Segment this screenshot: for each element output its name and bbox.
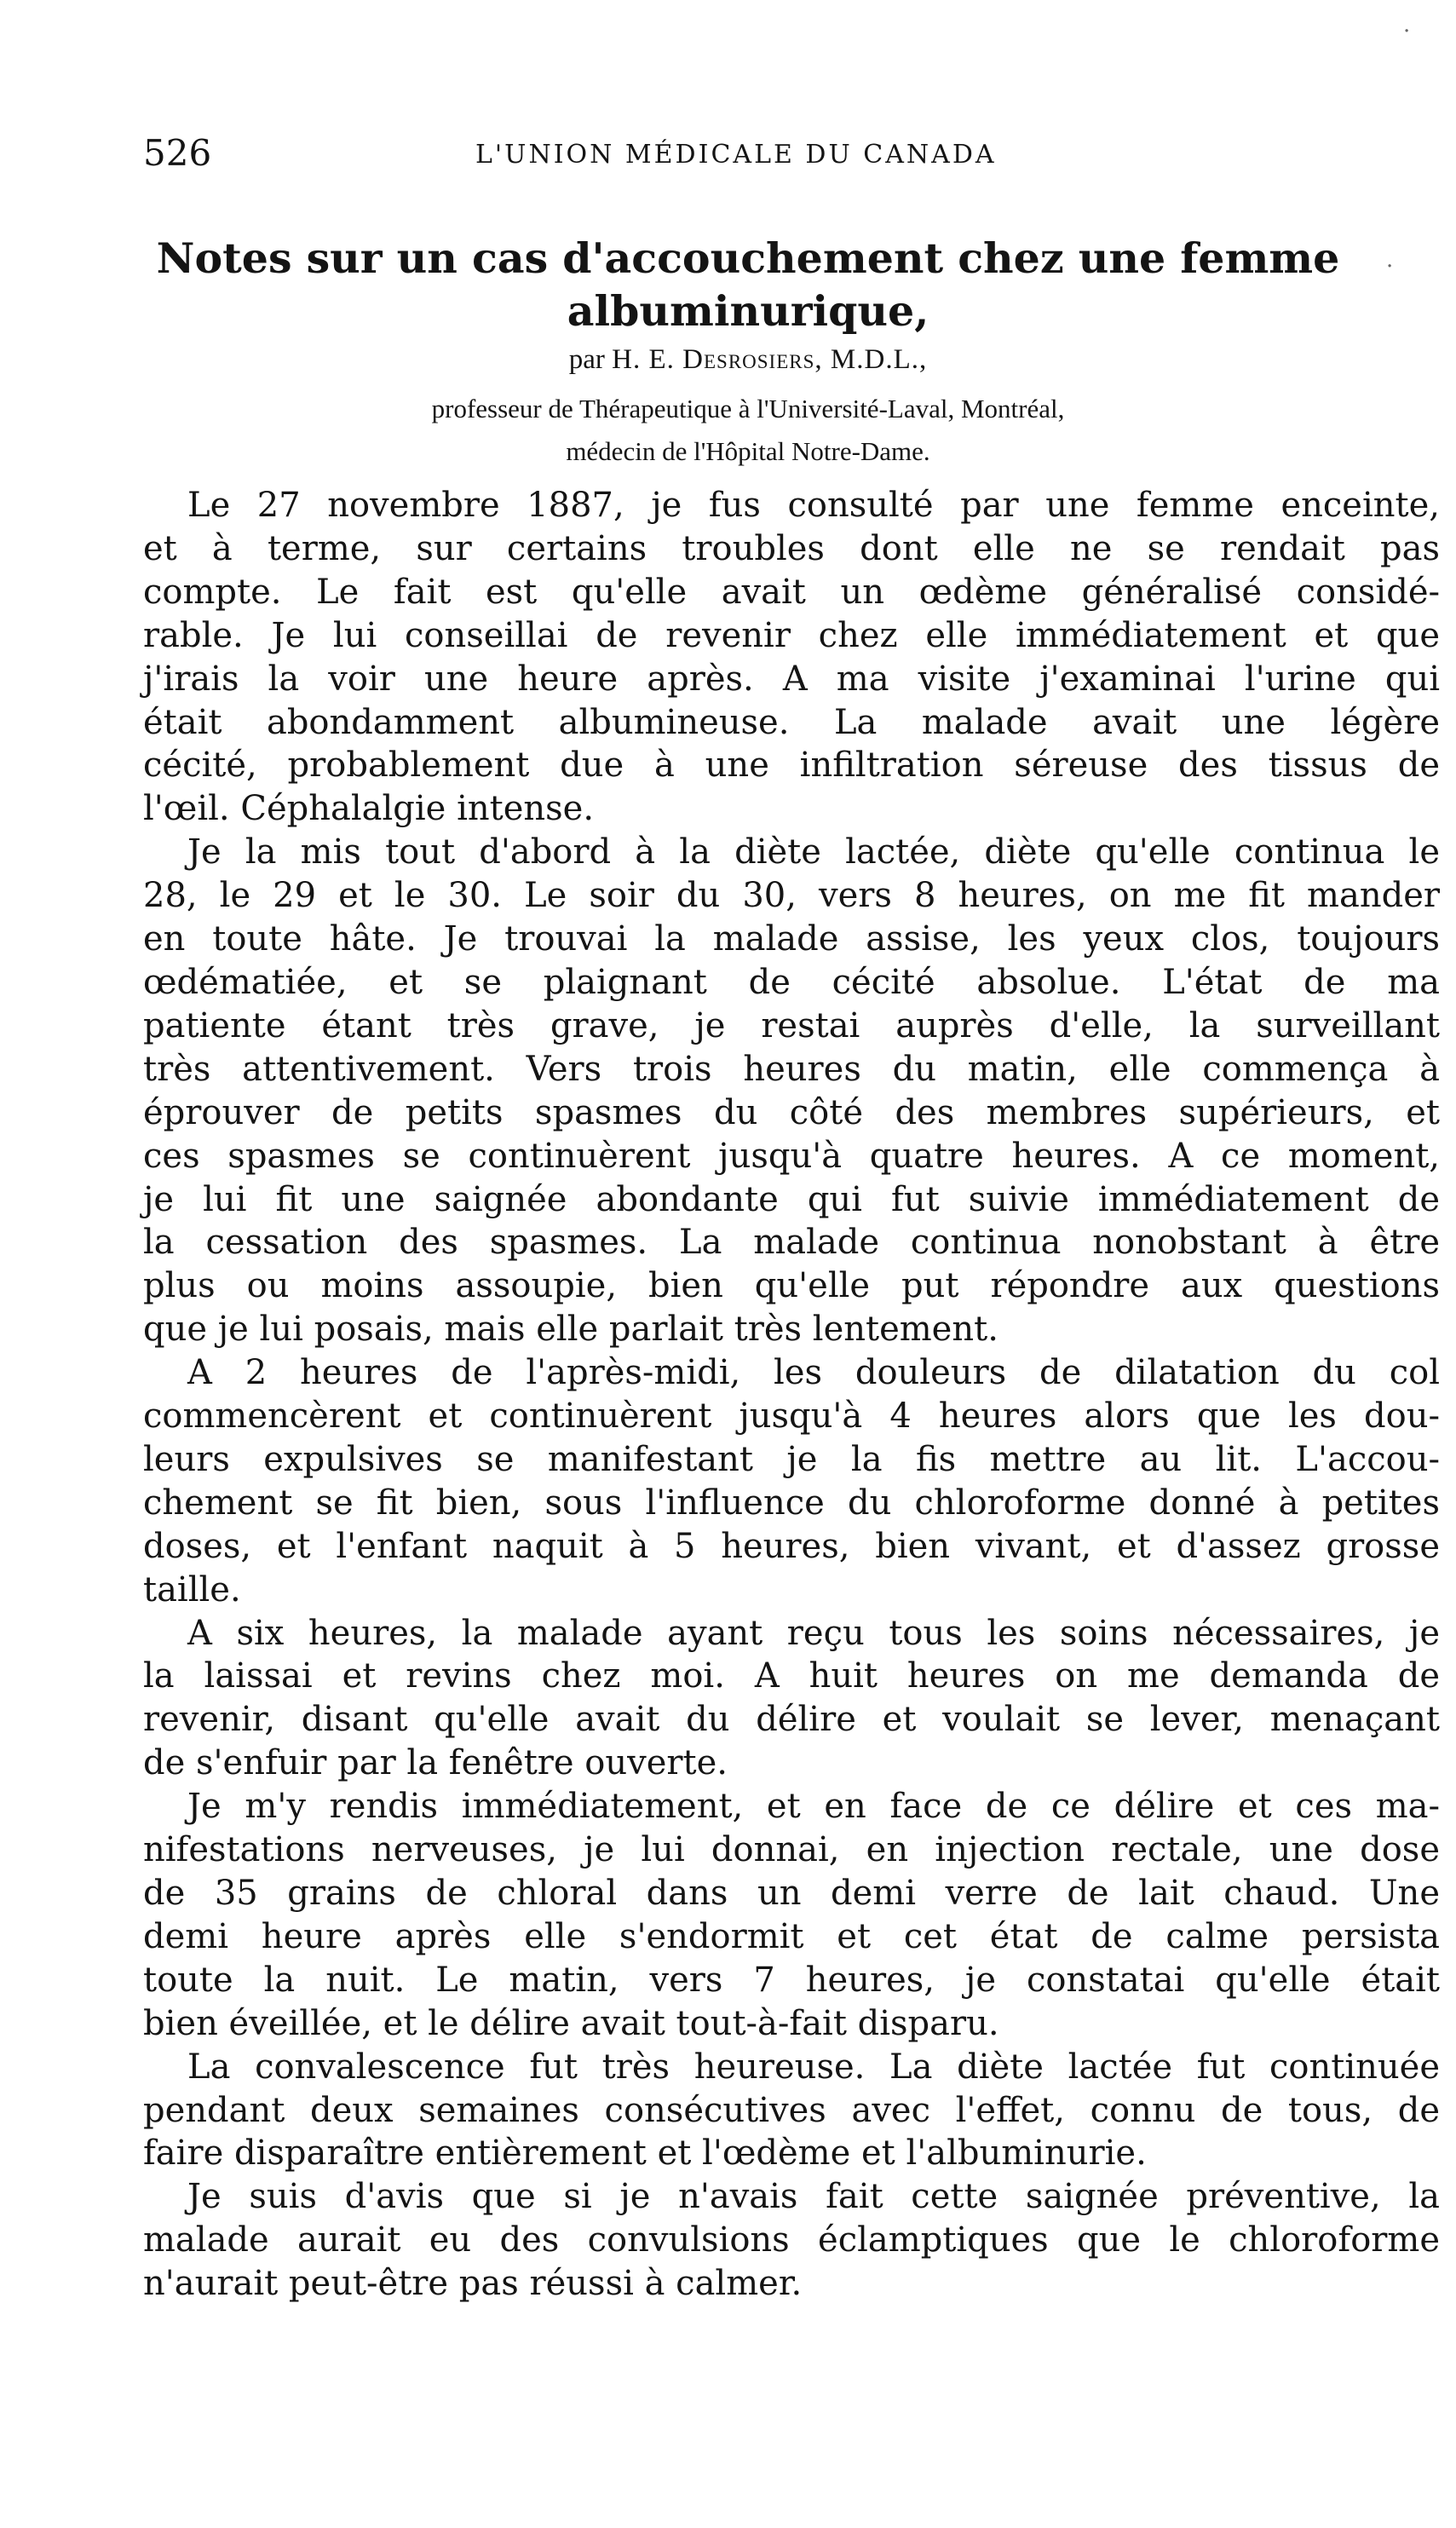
text-line: nifestations nerveuses, je lui donnai, en injection rectale, une dose	[143, 1830, 1440, 1870]
text-line: Je suis d'avis que si je n'avais fait cette saignée préventive, la	[187, 2177, 1440, 2217]
text-line: A six heures, la malade ayant reçu tous les soins nécessaires, je	[187, 1613, 1440, 1653]
text-line: demi heure après elle s'endormit et cet état de calme persista	[143, 1916, 1440, 1956]
byline-prefix: par	[568, 344, 605, 375]
text-line: éprouver de petits spasmes du côté des membres supérieurs, et	[143, 1092, 1440, 1132]
text-line: taille.	[143, 1569, 241, 1610]
journal-title: L'UNION MÉDICALE DU CANADA	[475, 140, 997, 170]
running-head	[143, 130, 1080, 177]
paragraph	[143, 2175, 1440, 2306]
article-title-line: Notes sur un cas d'accouchement chez une femme	[156, 233, 1340, 283]
text-line: A 2 heures de l'après-midi, les douleurs de dilatation du col	[187, 1353, 1440, 1393]
text-line: cécité, probablement due à une infiltration séreuse des tissus de	[143, 746, 1440, 786]
text-line: était abondamment albumineuse. La malade avait une légère	[143, 702, 1440, 742]
text-line: l'œil. Céphalalgie intense.	[143, 789, 595, 829]
text-line: je lui fit une saignée abondante qui fut suivie immédiatement de	[143, 1179, 1440, 1219]
text-line: en toute hâte. Je trouvai la malade assise, les yeux clos, toujours	[143, 919, 1440, 959]
author-affiliation: professeur de Thérapeutique à l'Université-Laval, Montréal,	[431, 394, 1065, 423]
text-line: de 35 grains de chloral dans un demi verre de lait chaud. Une	[143, 1874, 1440, 1913]
article-title-line: albuminurique,	[567, 286, 929, 336]
text-line: Je m'y rendis immédiatement, et en face de ce délire et ces ma-	[187, 1787, 1440, 1827]
text-line: revenir, disant qu'elle avait du délire et voulait se lever, menaçant	[143, 1700, 1440, 1740]
text-line: la laissai et revins chez moi. A huit heures on me demanda de	[143, 1656, 1440, 1696]
paragraph	[143, 2046, 1440, 2176]
text-line: n'aurait peut-être pas réussi à calmer.	[143, 2264, 803, 2304]
text-line: œdématiée, et se plaignant de cécité absolue. L'état de ma	[143, 962, 1440, 1002]
text-line: Le 27 novembre 1887, je fus consulté par une femme enceinte,	[187, 486, 1440, 525]
text-line: la cessation des spasmes. La malade continua nonobstant à être	[143, 1223, 1440, 1263]
page-number: 526	[143, 132, 212, 174]
text-line: de s'enfuir par la fenêtre ouverte.	[143, 1743, 728, 1783]
text-line: plus ou moins assoupie, bien qu'elle put répondre aux questions	[143, 1266, 1440, 1306]
text-line: que je lui posais, mais elle parlait très lentement.	[143, 1310, 998, 1350]
text-line: Je la mis tout d'abord à la diète lactée, diète qu'elle continua le	[187, 832, 1440, 872]
margin-mark: ·	[1386, 254, 1394, 279]
text-line: La convalescence fut très heureuse. La diète lactée fut continuée	[187, 2047, 1440, 2087]
article-body	[143, 484, 1440, 2306]
byline	[143, 341, 1353, 378]
text-line: bien éveillée, et le délire avait tout-à-fait disparu.	[143, 2003, 999, 2043]
text-line: très attentivement. Vers trois heures du matin, elle commença à	[143, 1049, 1440, 1089]
text-line: toute la nuit. Le matin, vers 7 heures, je constatai qu'elle était	[143, 1960, 1440, 2000]
text-line: faire disparaître entièrement et l'œdème et l'albuminurie.	[143, 2134, 1147, 2174]
author-name: H. E. Desrosiers, M.D.L.,	[612, 344, 928, 375]
text-line: patiente étant très grave, je restai auprès d'elle, la surveillant	[143, 1005, 1440, 1045]
text-line: leurs expulsives se manifestant je la fis mettre au lit. L'accou-	[143, 1439, 1440, 1479]
text-line: pendant deux semaines consécutives avec l'effet, connu de tous, de	[143, 2090, 1440, 2130]
text-line: chement se fit bien, sous l'influence du chloroforme donné à petites	[143, 1483, 1440, 1523]
text-line: rable. Je lui conseillai de revenir chez elle immédiatement et que	[143, 615, 1440, 655]
text-line: compte. Le fait est qu'elle avait un œdème généralisé considé-	[143, 572, 1440, 612]
text-line: malade aurait eu des convulsions éclamptiques que le chloroforme	[143, 2220, 1440, 2260]
paragraph	[143, 1351, 1440, 1611]
text-line: j'irais la voir une heure après. A ma visite j'examinai l'urine qui	[143, 659, 1440, 699]
paragraph	[143, 1785, 1440, 2045]
margin-mark: ·	[1403, 19, 1411, 44]
text-line: 28, le 29 et le 30. Le soir du 30, vers 8 heures, on me fit mander	[143, 876, 1440, 916]
article-title	[143, 232, 1353, 337]
text-line: et à terme, sur certains troubles dont elle ne se rendait pas	[143, 528, 1440, 568]
text-line: ces spasmes se continuèrent jusqu'à quatre heures. A ce moment,	[143, 1136, 1440, 1176]
text-line: doses, et l'enfant naquit à 5 heures, bien vivant, et d'assez grosse	[143, 1526, 1440, 1566]
paragraph	[143, 1612, 1440, 1786]
text-line: commencèrent et continuèrent jusqu'à 4 heures alors que les dou-	[143, 1396, 1440, 1437]
paragraph	[143, 484, 1440, 831]
paragraph	[143, 831, 1440, 1351]
author-affiliation: médecin de l'Hôpital Notre-Dame.	[566, 436, 930, 466]
